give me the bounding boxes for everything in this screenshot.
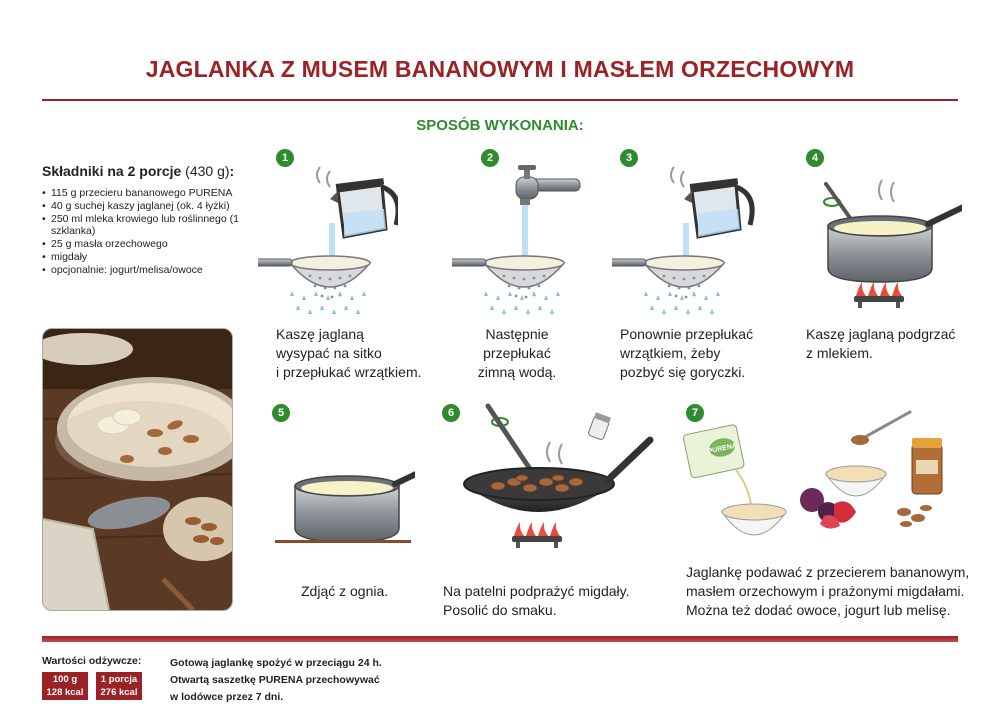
step-1-illustration bbox=[258, 165, 398, 320]
ingredients-heading-weight: (430 g) bbox=[181, 163, 230, 179]
step-text-line: Na patelni podprażyć migdały. bbox=[443, 583, 630, 599]
step-7-text bbox=[686, 563, 969, 620]
step-text-line: Zdjąć z ognia. bbox=[301, 583, 389, 599]
nutrition-box-line: 1 porcja bbox=[100, 674, 138, 685]
nutrition-box-portion bbox=[96, 672, 142, 700]
step-text-line: Kaszę jaglaną bbox=[276, 326, 364, 342]
step-7-illustration bbox=[680, 408, 950, 563]
dish-photo bbox=[42, 328, 233, 611]
step-2-illustration bbox=[452, 165, 582, 320]
step-text-line: Posolić do smaku. bbox=[443, 602, 557, 618]
ingredient-item: • 250 ml mleka krowiego lub roślinnego (1 szklanka) bbox=[42, 213, 252, 239]
step-1-text bbox=[276, 325, 422, 382]
step-6-illustration bbox=[458, 400, 658, 565]
storage-line: w lodówce przez 7 dni. bbox=[170, 691, 284, 703]
ingredients-list bbox=[42, 187, 252, 277]
step-2-text bbox=[462, 325, 572, 382]
step-text-line: Kaszę jaglaną podgrzać bbox=[806, 326, 956, 342]
ingredient-item: • 115 g przecieru bananowego PURENA bbox=[42, 187, 252, 200]
storage-instructions bbox=[170, 655, 382, 706]
step-5-number-badge: 5 bbox=[272, 404, 290, 422]
ingredient-item: • 25 g masła orzechowego bbox=[42, 238, 252, 251]
ingredient-item: • migdały bbox=[42, 251, 252, 264]
step-6-text bbox=[443, 582, 630, 620]
storage-line: Gotową jaglankę spożyć w przeciągu 24 h. bbox=[170, 657, 382, 669]
step-text-line: Ponownie przepłukać bbox=[620, 326, 754, 342]
step-5-text bbox=[301, 582, 388, 601]
step-text-line: masłem orzechowym i prażonymi migdałami. bbox=[686, 583, 965, 599]
step-3-number-badge: 3 bbox=[620, 149, 638, 167]
nutrition-box-line: 100 g bbox=[52, 674, 78, 685]
method-heading: SPOSÓB WYKONANIA: bbox=[416, 117, 584, 134]
step-4-illustration bbox=[812, 170, 962, 315]
nutrition-box-100g bbox=[42, 672, 88, 700]
step-text-line: wysypać na sitko bbox=[276, 345, 382, 361]
step-3-illustration bbox=[612, 165, 762, 320]
nutrition-box-line: 128 kcal bbox=[46, 687, 84, 698]
step-4-number-badge: 4 bbox=[806, 149, 824, 167]
nutrition-box-line: 276 kcal bbox=[100, 687, 138, 698]
footer-divider bbox=[42, 636, 958, 642]
ingredients-heading bbox=[42, 163, 234, 179]
step-text-line: przepłukać bbox=[483, 345, 551, 361]
step-3-text bbox=[620, 325, 753, 382]
page-title: JAGLANKA Z MUSEM BANANOWYM I MASŁEM ORZECHOWYM bbox=[145, 56, 855, 82]
step-2-number-badge: 2 bbox=[481, 149, 499, 167]
step-text-line: Można też dodać owoce, jogurt lub melisę. bbox=[686, 602, 951, 618]
step-text-line: pozbyć się goryczki. bbox=[620, 364, 746, 380]
step-text-line: z mlekiem. bbox=[806, 345, 873, 361]
nutrition-label: Wartości odżywcze: bbox=[42, 655, 142, 667]
storage-line: Otwartą saszetkę PURENA przechowywać bbox=[170, 674, 380, 686]
step-text-line: Jaglankę podawać z przecierem bananowym, bbox=[686, 564, 970, 580]
ingredient-item: • 40 g suchej kaszy jaglanej (ok. 4 łyżki) bbox=[42, 200, 252, 213]
step-6-number-badge: 6 bbox=[442, 404, 460, 422]
step-text-line: Następnie bbox=[485, 326, 549, 342]
ingredient-item: • opcjonalnie: jogurt/melisa/owoce bbox=[42, 264, 252, 277]
step-4-text bbox=[806, 325, 955, 363]
step-text-line: i przepłukać wrzątkiem. bbox=[276, 364, 422, 380]
step-text-line: wrzątkiem, żeby bbox=[620, 345, 721, 361]
step-7-number-badge: 7 bbox=[686, 404, 704, 422]
step-text-line: zimną wodą. bbox=[477, 364, 557, 380]
pouch-logo-text: PURENA bbox=[707, 442, 738, 456]
ingredients-heading-bold: Składniki na 2 porcje bbox=[42, 163, 182, 179]
step-1-number-badge: 1 bbox=[276, 149, 294, 167]
step-5-illustration bbox=[275, 450, 415, 555]
ingredients-heading-colon: : bbox=[229, 163, 235, 179]
title-divider bbox=[42, 99, 958, 101]
